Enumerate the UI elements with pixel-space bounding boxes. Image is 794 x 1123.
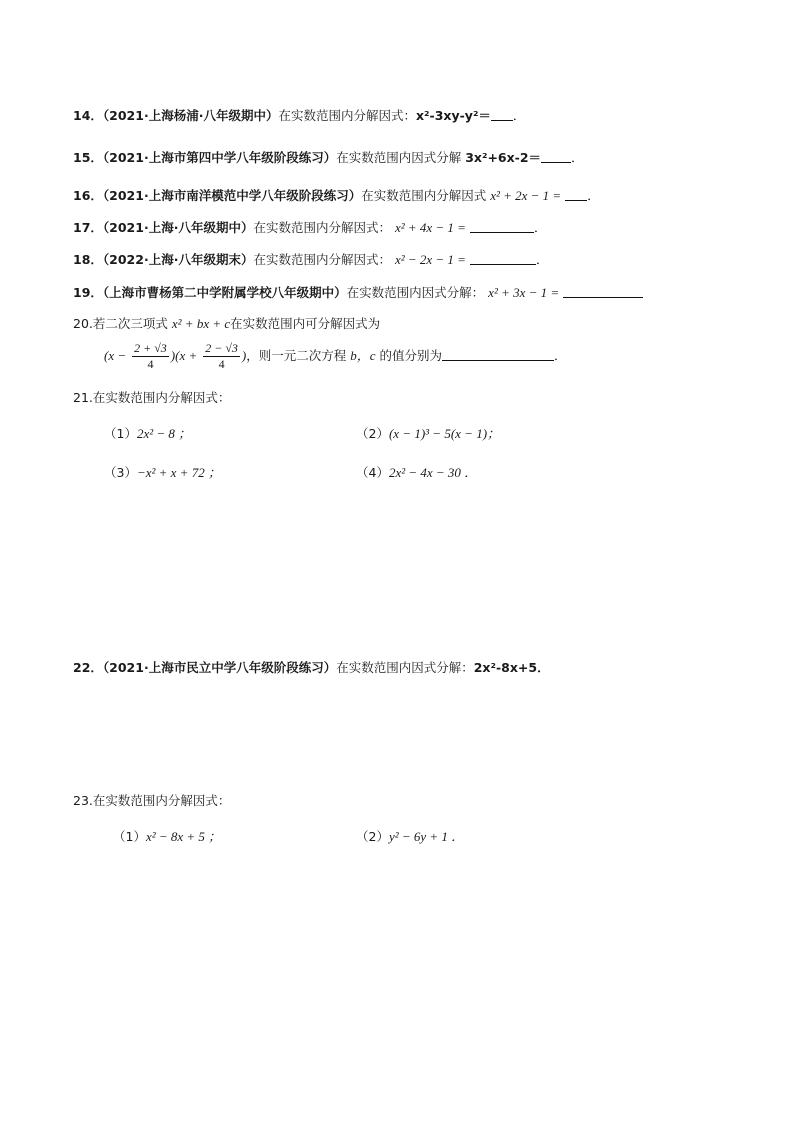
question-23-title: 23.在实数范围内分解因式： — [73, 793, 231, 808]
answer-blank[interactable] — [442, 348, 554, 361]
math-expression: −x² + x + 72 ； — [136, 465, 221, 480]
question-21-item-2 — [356, 425, 500, 443]
question-source: （2021·上海市第四中学八年级阶段练习） — [102, 150, 337, 165]
question-source: （2021·上海市南洋模范中学八年级阶段练习） — [102, 188, 362, 203]
period: ． — [571, 150, 584, 165]
item-label: （3） — [104, 465, 137, 480]
fraction-numerator: 2 − √3 — [205, 341, 238, 355]
question-18 — [73, 251, 548, 269]
answer-blank[interactable] — [565, 188, 587, 201]
math-expression: x² + 3x − 1 = — [488, 285, 560, 300]
math-expression: x² − 8x + 5 ； — [145, 829, 222, 844]
question-text: ，则一元二次方程 — [246, 348, 347, 363]
answer-blank[interactable] — [541, 150, 571, 163]
item-label: （2） — [356, 426, 389, 441]
period: ． — [554, 348, 567, 363]
answer-blank[interactable] — [491, 108, 513, 121]
question-source: （2021·上海市民立中学八年级阶段练习） — [102, 660, 337, 675]
item-label: （4） — [356, 465, 389, 480]
question-21-title: 21.在实数范围内分解因式： — [73, 390, 231, 405]
question-number: 18． — [73, 252, 103, 267]
math-expression: 2x² − 4x − 30 ． — [388, 465, 478, 480]
math-expression: x²-3xy-y²＝ — [415, 108, 491, 123]
question-number: 17． — [73, 220, 103, 235]
question-number: 14． — [73, 108, 103, 123]
item-label: （1） — [104, 426, 137, 441]
answer-blank[interactable] — [563, 285, 643, 298]
fraction-denominator: 4 — [147, 357, 154, 371]
math-expression: 3x²+6x-2＝ — [465, 150, 542, 165]
question-19 — [73, 284, 643, 302]
question-text: 在实数范围内因式分解： — [336, 660, 474, 675]
question-text: 在实数范围内分解因式： — [253, 220, 391, 235]
question-23-item-2 — [356, 828, 464, 846]
question-source: （2022·上海·八年级期末） — [102, 252, 254, 267]
question-15 — [73, 149, 584, 167]
period: ． — [535, 252, 549, 267]
factor-mid: )(x + — [170, 348, 198, 363]
factor-close: ) — [241, 348, 247, 363]
question-20 — [73, 315, 380, 333]
question-20-factored — [104, 341, 567, 372]
fraction-denominator: 4 — [218, 357, 225, 371]
question-lead: 20.若二次三项式 — [73, 316, 168, 331]
fraction-numerator: 2 + √3 — [134, 341, 167, 355]
math-expression: x² + 2x − 1 = — [490, 188, 562, 203]
question-text: 在实数范围内分解因式： — [278, 108, 416, 123]
question-22 — [73, 659, 550, 677]
math-expression: x² − 2x − 1 = — [394, 252, 466, 267]
fraction-1 — [132, 341, 169, 372]
question-number: 19． — [73, 285, 103, 300]
question-16 — [73, 187, 600, 205]
math-expression: y² − 6y + 1 ． — [388, 829, 465, 844]
question-23-item-1 — [113, 828, 221, 846]
answer-blank[interactable] — [470, 220, 534, 233]
question-source: （2021·上海·八年级期中） — [102, 220, 254, 235]
item-label: （1） — [113, 829, 146, 844]
variables-b-c: b，c — [350, 348, 376, 363]
period: ． — [512, 108, 526, 123]
question-number: 16． — [73, 188, 103, 203]
factor-open: (x − — [104, 348, 127, 363]
question-text: 在实数范围内因式分解： — [346, 285, 485, 300]
math-expression: 2x²-8x+5． — [473, 660, 550, 675]
period: ． — [533, 220, 547, 235]
question-number: 15． — [73, 150, 103, 165]
question-text: 在实数范围内分解因式： — [253, 252, 391, 267]
question-text: 在实数范围内可分解因式为 — [230, 316, 381, 331]
answer-blank[interactable] — [470, 252, 536, 265]
math-expression: (x − 1)³ − 5(x − 1)； — [388, 426, 501, 441]
question-text: 在实数范围内分解因式 — [361, 188, 487, 203]
question-21-item-4 — [356, 464, 477, 482]
question-17 — [73, 219, 546, 237]
question-source: （上海市曹杨第二中学附属学校八年级期中） — [102, 285, 347, 300]
item-label: （2） — [356, 829, 389, 844]
question-21-item-1 — [104, 425, 191, 443]
question-text: 的值分别为 — [379, 348, 443, 363]
question-text: 在实数范围内因式分解 — [336, 150, 462, 165]
question-14 — [73, 107, 525, 125]
math-expression: x² + 4x − 1 = — [394, 220, 466, 235]
math-expression: x² + bx + c — [171, 316, 231, 331]
math-expression: 2x² − 8 ； — [136, 426, 192, 441]
period: ． — [587, 188, 600, 203]
question-number: 22． — [73, 660, 103, 675]
fraction-2 — [203, 341, 240, 372]
question-21-item-3 — [104, 464, 221, 482]
question-source: （2021·上海杨浦·八年级期中） — [102, 108, 279, 123]
